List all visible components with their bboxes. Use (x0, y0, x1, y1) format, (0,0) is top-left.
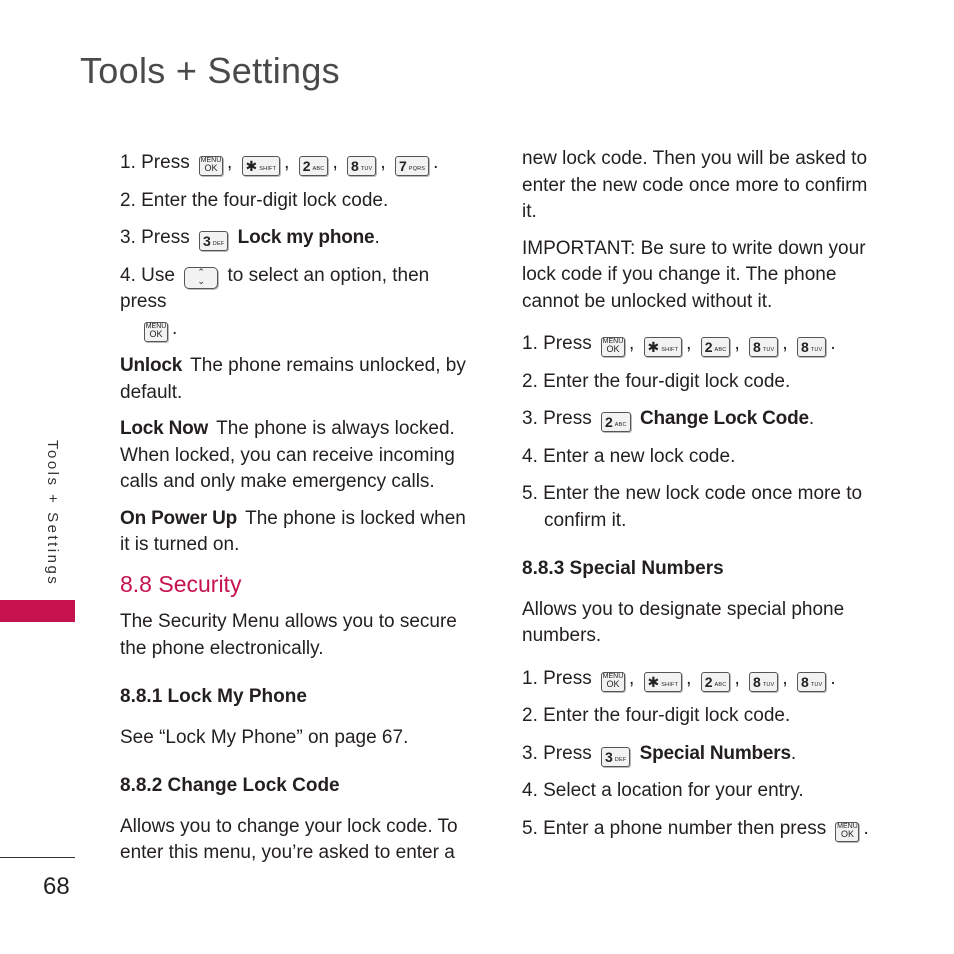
star-shift-key-icon: ✱ SHIFT (644, 337, 683, 357)
key-8-icon: 8 TUV (749, 337, 778, 357)
step-4: 4. Use ⌃ ⌄ to select an option, then press MENU OK . (120, 263, 480, 343)
right-column (522, 146, 882, 853)
menu-ok-key-icon: MENU OK (199, 156, 223, 176)
change-lock-code-description: Allows you to change your lock code. To enter this menu, you’re asked to enter a (120, 815, 458, 863)
nav-up-down-key-icon: ⌃ ⌄ (184, 267, 218, 289)
step-2: 2. Enter the four-digit lock code. (120, 189, 389, 211)
step-1-text: 1. Press (120, 152, 190, 173)
star-shift-key-icon: ✱ SHIFT (644, 672, 683, 692)
change-code-step-2: 2. Enter the four-digit lock code. (522, 370, 791, 392)
special-step-1: 1. Press MENU OK , ✱ SHIFT , 2 ABC , 8 TUV , 8 TUV . (522, 667, 836, 690)
special-step-2: 2. Enter the four-digit lock code. (522, 705, 791, 726)
section-heading-security: 8.8 Security (120, 570, 242, 597)
menu-option-change-lock-code: Change Lock Code (639, 408, 809, 429)
special-step-3: 3. Press 3 DEF Special Numbers. (522, 742, 797, 765)
change-code-step-5: 5. Enter the new lock code once more to confirm it. (522, 483, 863, 531)
option-desc: The phone is locked when it is turned on. (120, 507, 466, 555)
page-number: 68 (43, 873, 70, 900)
left-column (120, 150, 480, 877)
continued-paragraph: new lock code. Then you will be asked to enter the new code once more to confirm it. (522, 148, 868, 222)
key-3-icon: 3 DEF (601, 747, 630, 767)
important-note: IMPORTANT: Be sure to write down your lock code if you change it. The phone cannot be unlocked without it. (522, 237, 866, 312)
menu-ok-key-icon: MENU OK (144, 322, 168, 342)
option-desc: The phone remains unlocked, by default. (120, 355, 466, 403)
cross-reference-text: See “Lock My Phone” on page 67. (120, 726, 409, 748)
subheading-change-lock-code: 8.8.2 Change Lock Code (120, 775, 340, 796)
section-tab-marker (0, 600, 75, 622)
menu-ok-key-icon: MENU OK (835, 822, 859, 842)
option-desc: The phone is always locked. When locked, you can receive incoming calls and only make emergency calls. (120, 418, 455, 492)
key-2-icon: 2 ABC (701, 672, 731, 692)
special-step-4: 4. Select a location for your entry. (522, 780, 804, 801)
option-term: Lock Now (120, 418, 209, 439)
menu-ok-key-icon: MENU OK (601, 337, 625, 357)
step-3: 3. Press 3 DEF Lock my phone. (120, 227, 380, 249)
subheading-lock-my-phone: 8.8.1 Lock My Phone (120, 686, 307, 707)
subheading-special-numbers: 8.8.3 Special Numbers (522, 558, 724, 579)
key-2-icon: 2 ABC (701, 337, 731, 357)
menu-ok-key-icon: MENU OK (601, 672, 625, 692)
key-8-icon: 8 TUV (749, 672, 778, 692)
side-section-label: Tools + Settings (44, 440, 61, 587)
star-shift-key-icon: ✱ SHIFT (242, 156, 281, 176)
key-8-icon: 8 TUV (797, 672, 826, 692)
option-unlock (120, 353, 480, 406)
key-8-icon: 8 TUV (797, 337, 826, 357)
section-description: The Security Menu allows you to secure the phone electronically. (120, 611, 457, 659)
menu-option-special-numbers: Special Numbers (639, 742, 791, 764)
change-code-step-1: 1. Press MENU OK , ✱ SHIFT , 2 ABC , 8 TUV , 8 TUV . (522, 333, 836, 355)
option-term: On Power Up (120, 507, 238, 529)
page-title: Tools + Settings (80, 50, 340, 91)
option-on-power-up (120, 506, 480, 559)
key-2-icon: 2 ABC (299, 156, 329, 176)
page-number-rule (0, 857, 75, 858)
key-2-icon: 2 ABC (601, 412, 631, 432)
special-numbers-description: Allows you to designate special phone numbers. (522, 598, 845, 646)
change-code-step-4: 4. Enter a new lock code. (522, 445, 736, 467)
key-3-icon: 3 DEF (199, 231, 228, 251)
menu-option-lock-my-phone: Lock my phone (237, 227, 375, 248)
key-7-icon: 7 PQRS (395, 156, 429, 176)
change-code-step-3: 3. Press 2 ABC Change Lock Code. (522, 408, 815, 430)
option-term: Unlock (120, 355, 183, 376)
option-lock-now (120, 416, 480, 496)
step-1: 1. Press MENU OK , ✱ SHIFT , 2 ABC , 8 TUV , 7 PQRS . (120, 152, 439, 174)
special-step-5: 5. Enter a phone number then press MENU OK . (522, 816, 882, 843)
key-8-icon: 8 TUV (347, 156, 376, 176)
